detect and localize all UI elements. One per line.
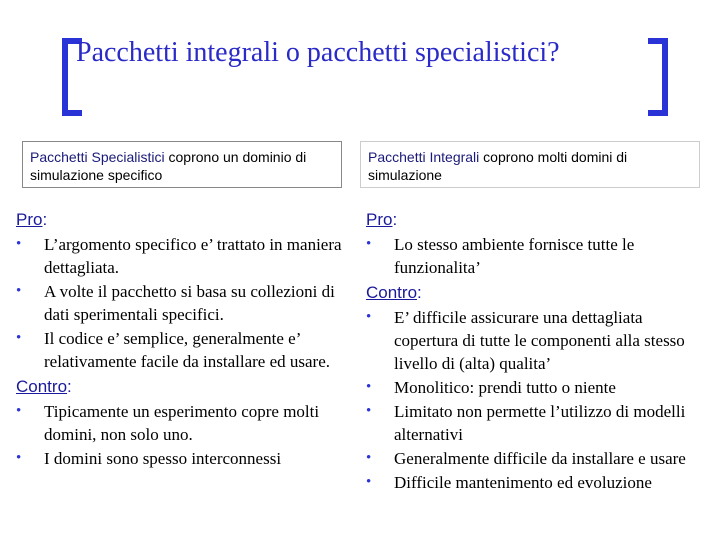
bullet-icon: • [16,403,22,419]
list-item: • Generalmente difficile da installare e usare [366,449,686,468]
bullet-icon: • [366,379,372,395]
bullet-icon: • [16,236,22,252]
left-pro-label: Pro [16,210,43,229]
right-header-highlight: Pacchetti Integrali [368,149,480,165]
left-pro-list [16,233,360,373]
left-column-header [30,148,340,184]
list-item: • Limitato non permette l’utilizzo di modelli alternativi [366,402,686,444]
bullet-icon: • [16,283,22,299]
left-header-text: coprono un dominio di simulazione specifico [30,149,307,183]
left-column-body: Pro: • L’argomento specifico e’ trattato in maniera dettagliata. • A volte il pacchetto si basa su collezioni di dati sperimentali specifici. • Il codice e’ semplice, generalmente e’ relativamente facile da installare ed usare. Contro: • Tipicamente un esperimento copre molti domini, non solo uno. • I domini sono spesso interconnessi [16,206,360,471]
bullet-icon: • [366,450,372,466]
list-item: • Lo stesso ambiente fornisce tutte le funzionalita’ [366,235,635,277]
list-item: • Il codice e’ semplice, generalmente e’ relativamente facile da installare ed usare. [16,329,331,371]
right-bracket-decoration [648,38,668,116]
bullet-icon: • [366,474,372,490]
list-item: • I domini sono spesso interconnessi [16,449,282,468]
right-contro-label: Contro [366,283,418,302]
bullet-icon: • [366,236,372,252]
right-pro-label: Pro [366,210,393,229]
left-header-highlight: Pacchetti Specialistici [30,149,165,165]
list-item: • Tipicamente un esperimento copre molti domini, non solo uno. [16,402,320,444]
bullet-icon: • [16,330,22,346]
right-header-text: coprono molti domini di simulazione [368,149,628,183]
list-item: • Monolitico: prendi tutto o niente [366,378,616,397]
right-contro-list [366,306,706,494]
list-item: • A volte il pacchetto si basa su collezioni di dati sperimentali specifici. [16,282,335,324]
bullet-icon: • [366,309,372,325]
list-item: • Difficile mantenimento ed evoluzione [366,473,652,492]
slide-title: Pacchetti integrali o pacchetti specialistici? [76,37,560,68]
right-column-body: Pro: • Lo stesso ambiente fornisce tutte le funzionalita’ Contro: • E’ difficile assicurare una dettagliata copertura di tutte le componenti alla stesso livello di (alta) qualita’ • Monolitico: prendi tutto o niente • Limitato non permette l’utilizzo di modelli alternativi • Generalmente difficile da installare e usare • Difficile mantenimento ed evoluzione [366,206,706,495]
list-item: • L’argomento specifico e’ trattato in maniera dettagliata. [16,235,342,277]
left-contro-list [16,400,360,470]
right-column-header [368,148,698,184]
bullet-icon: • [16,450,22,466]
bullet-icon: • [366,403,372,419]
right-pro-list [366,233,706,279]
list-item: • E’ difficile assicurare una dettagliata copertura di tutte le componenti alla stesso livello di (alta) qualita’ [366,308,685,373]
left-contro-label: Contro [16,377,68,396]
